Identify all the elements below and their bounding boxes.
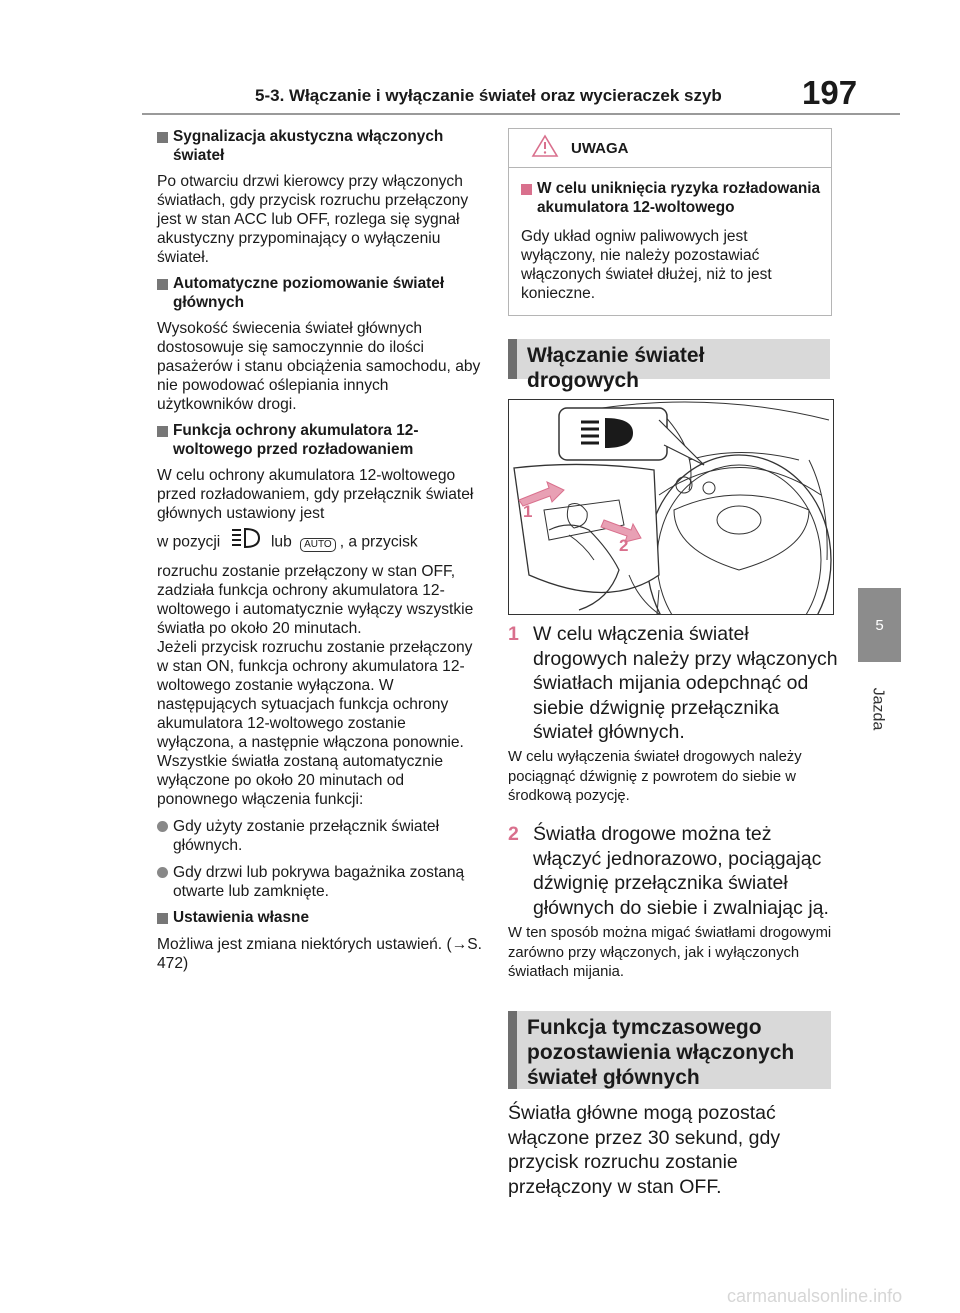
paragraph-battery-d: Jeżeli przycisk rozruchu zostanie przełączony w stan ON, funkcja ochrony akumulatora 12-woltowego zostanie wyłączona. W następujących sytuacjach funkcja ochrony akumulatora 12-woltowego zostanie wyłączona, a następnie włączona ponownie. Wszystkie światła zostaną automatycznie wyłączone po około 20 minutach od ponownego włączenia funkcji: (157, 639, 473, 808)
steering-column-figure (508, 399, 834, 615)
section-heading-temporary: Funkcja tymczasowego pozostawienia włączonych świateł głównych (508, 1011, 831, 1089)
watermark: carmanualsonline.info (727, 1286, 903, 1306)
subheading-acoustic: Sygnalizacja akustyczna włączonych świateł (157, 128, 487, 165)
chapter-label (866, 680, 896, 740)
square-bullet-icon (157, 132, 168, 143)
step-number: 1 (508, 623, 519, 645)
step-number: 2 (508, 823, 519, 845)
header-divider (142, 113, 900, 115)
subheading-battery: Funkcja ochrony akumulatora 12-woltowego przed rozładowaniem (157, 422, 487, 459)
section2-body: Światła główne mogą pozostać włączone przez 30 sekund, gdy przycisk rozruchu zostanie przełączony w stan OFF. (508, 1102, 781, 1198)
warning-header (509, 129, 831, 168)
paragraph-battery-b: w pozycji lub AUTO , a przycisk (157, 527, 487, 558)
warning-triangle-icon (531, 134, 559, 163)
left-column (157, 128, 487, 981)
warning-body (509, 168, 831, 303)
chapter-label-text: Jazda (869, 687, 887, 731)
figure-label-1: 1 (523, 502, 533, 521)
note-2: W ten sposób można migać światłami drogowymi zarówno przy włączonych, jak i wyłączonych światłach mijania. (508, 925, 832, 980)
page-number: 197 (802, 74, 858, 111)
paragraph-custom: Możliwa jest zmiana niektórych ustawień. (→S. 472) (157, 935, 482, 972)
note-1: W celu wyłączenia świateł drogowych należy pociągnąć dźwignię z powrotem do siebie w środkową pozycję. (508, 749, 802, 804)
running-header-title: 5-3. Włączanie i wyłączanie świateł oraz wycieraczek szyb (255, 86, 722, 105)
step-2 (508, 822, 838, 920)
chapter-tab: 5 (858, 588, 901, 662)
warning-text: Gdy układ ogniw paliwowych jest wyłączony, nie należy pozostawiać włączonych świateł dłużej, niż to jest konieczne. (521, 228, 772, 302)
auto-icon: AUTO (300, 538, 336, 552)
step-text: W celu włączenia świateł drogowych należy przy włączonych światłach mijania odepchnąć od siebie dźwignię przełącznika świateł głównych. (533, 623, 838, 743)
warning-box (508, 128, 832, 316)
step-1 (508, 622, 838, 745)
round-bullet-icon (157, 867, 168, 878)
square-bullet-icon (521, 184, 532, 195)
subheading-custom: Ustawienia własne (157, 909, 487, 928)
headlight-icon (231, 527, 261, 558)
round-bullet-icon (157, 821, 168, 832)
square-bullet-icon (157, 279, 168, 290)
step-text: Światła drogowe można też włączyć jednorazowo, pociągając dźwignię przełącznika świateł głównych do siebie i zwalniając ją. (533, 823, 829, 919)
subheading-leveling: Automatyczne poziomowanie świateł głównych (157, 275, 487, 312)
bullet-item: Gdy drzwi lub pokrywa bagażnika zostaną otwarte lub zamknięte. (157, 863, 487, 901)
section-heading-high-beam: Włączanie świateł drogowych (508, 339, 830, 379)
warning-subheading: W celu uniknięcia ryzyka rozładowania akumulatora 12-woltowego (521, 180, 821, 217)
bullet-item: Gdy użyty zostanie przełącznik świateł głównych. (157, 817, 487, 855)
paragraph-battery-a: W celu ochrony akumulatora 12-woltowego przed rozładowaniem, gdy przełącznik świateł głównych ustawiony jest (157, 467, 474, 522)
warning-title: UWAGA (571, 139, 629, 157)
paragraph-acoustic: Po otwarciu drzwi kierowcy przy włączonych światłach, gdy przycisk rozruchu przełączony jest w stan ACC lub OFF, rozlega się sygnał akustyczny przypominający o wyłączeniu świateł. (157, 173, 469, 266)
figure-label-2: 2 (619, 536, 629, 555)
paragraph-leveling: Wysokość świecenia świateł głównych dostosowuje się samoczynnie do ilości pasażerów i stanu obciążenia samochodu, aby nie powodować oślepiania innych użytkowników drogi. (157, 320, 481, 413)
paragraph-battery-c: rozruchu zostanie przełączony w stan OFF, zadziała funkcja ochrony akumulatora 12-woltowego i automatycznie wyłączy wszystkie światła po około 20 minutach. (157, 563, 474, 637)
square-bullet-icon (157, 913, 168, 924)
square-bullet-icon (157, 426, 168, 437)
